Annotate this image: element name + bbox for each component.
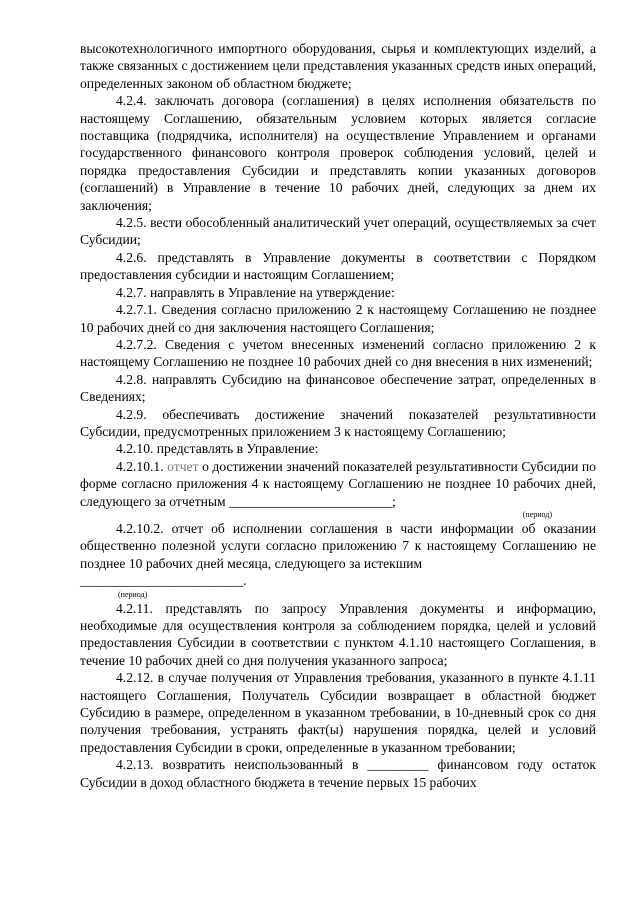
blank-period-line: ________________________.	[80, 573, 247, 589]
paragraph-4-2-7: 4.2.7. направлять в Управление на утверждение:	[116, 284, 395, 300]
paragraph-4-2-6: 4.2.6. представлять в Управление документы в соответствии с Порядком предоставления субсидии и настоящим Соглашением;	[80, 249, 596, 283]
paragraph-4-2-12: 4.2.12. в случае получения от Управления требования, указанного в пункте 4.1.11 настоящего Соглашения, Получатель Субсидии возвращает в областной бюджет Субсидию в размере, определенном в указанном требовании, в 10-дневный срок со дня получения требования, устранять факт(ы) нарушения порядка, целей и условий предоставления Субсидии в сроки, определенные в указанном требовании;	[80, 670, 596, 755]
paragraph-4-2-10-1-number: 4.2.10.1.	[116, 458, 164, 474]
paragraph-4-2-10: 4.2.10. представлять в Управление:	[116, 441, 319, 457]
document-page	[80, 40, 596, 791]
paragraph-4-2-7-1: 4.2.7.1. Сведения согласно приложению 2 к настоящему Соглашению не позднее 10 рабочих дней со дня заключения настоящего Соглашения;	[80, 302, 596, 335]
paragraph-intro: высокотехнологичного импортного оборудования, сырья и комплектующих изделий, а также связанных с достижением цели представления указанных средств иных операций, определенных законом об областном бюджете;	[80, 41, 596, 91]
paragraph-4-2-10-1	[80, 458, 596, 510]
paragraph-4-2-9: 4.2.9. обеспечивать достижение значений показателей результативности Субсидии, предусмотренных приложением 3 к настоящему Соглашению;	[80, 406, 596, 439]
paragraph-4-2-10-1-text: о достижении значений показателей результативности Субсидии по форме согласно приложения 4 к настоящему Соглашению не позднее 10 рабочих дней, следующего за отчетным ________________________;	[80, 458, 596, 509]
paragraph-4-2-4: 4.2.4. заключать договора (соглашения) в целях исполнения обязательств по настоящему Соглашению, обязательным условием которых является согласие поставщика (подрядчика, исполнителя) на осуществление Управлением и органами государственного финансового контроля проверок соблюдения условий, целей и порядка предоставления Субсидии и представлять копии указанных договоров (соглашений) в Управление в течение 10 рабочих дней, следующих за днем их заключения;	[80, 93, 596, 213]
paragraph-4-2-13: 4.2.13. возвратить неиспользованный в _________ финансовом году остаток Субсидии в доход областного бюджета в течение первых 15 рабочих	[80, 757, 596, 790]
paragraph-4-2-10-2: 4.2.10.2. отчет об исполнении соглашения в части информации об оказании общественно полезной услуги согласно приложению 7 к настоящему Соглашению не позднее 10 рабочих дней месяца, следующего за истекшим	[80, 520, 596, 571]
paragraph-4-2-5: 4.2.5. вести обособленный аналитический учет операций, осуществляемых за счет Субсидии;	[80, 215, 596, 248]
period-caption-1: (период)	[522, 509, 552, 519]
paragraph-4-2-7-2: 4.2.7.2. Сведения с учетом внесенных изменений согласно приложению 2 к настоящему Соглашению не позднее 10 рабочих дней со дня внесения в них изменений;	[80, 336, 596, 370]
paragraph-4-2-11: 4.2.11. представлять по запросу Управления документы и информацию, необходимые для осуществления контроля за соблюдением порядка, целей и условий предоставления Субсидии в соответствии с пунктом 4.1.10 настоящего Соглашения, в течение 10 рабочих дней со дня получения указанного запроса;	[80, 600, 596, 668]
period-caption-2: (период)	[118, 589, 148, 599]
paragraph-4-2-8: 4.2.8. направлять Субсидию на финансовое обеспечение затрат, определенных в Сведениях;	[80, 371, 596, 405]
paragraph-4-2-10-1-faded-word: отчет	[167, 458, 199, 474]
